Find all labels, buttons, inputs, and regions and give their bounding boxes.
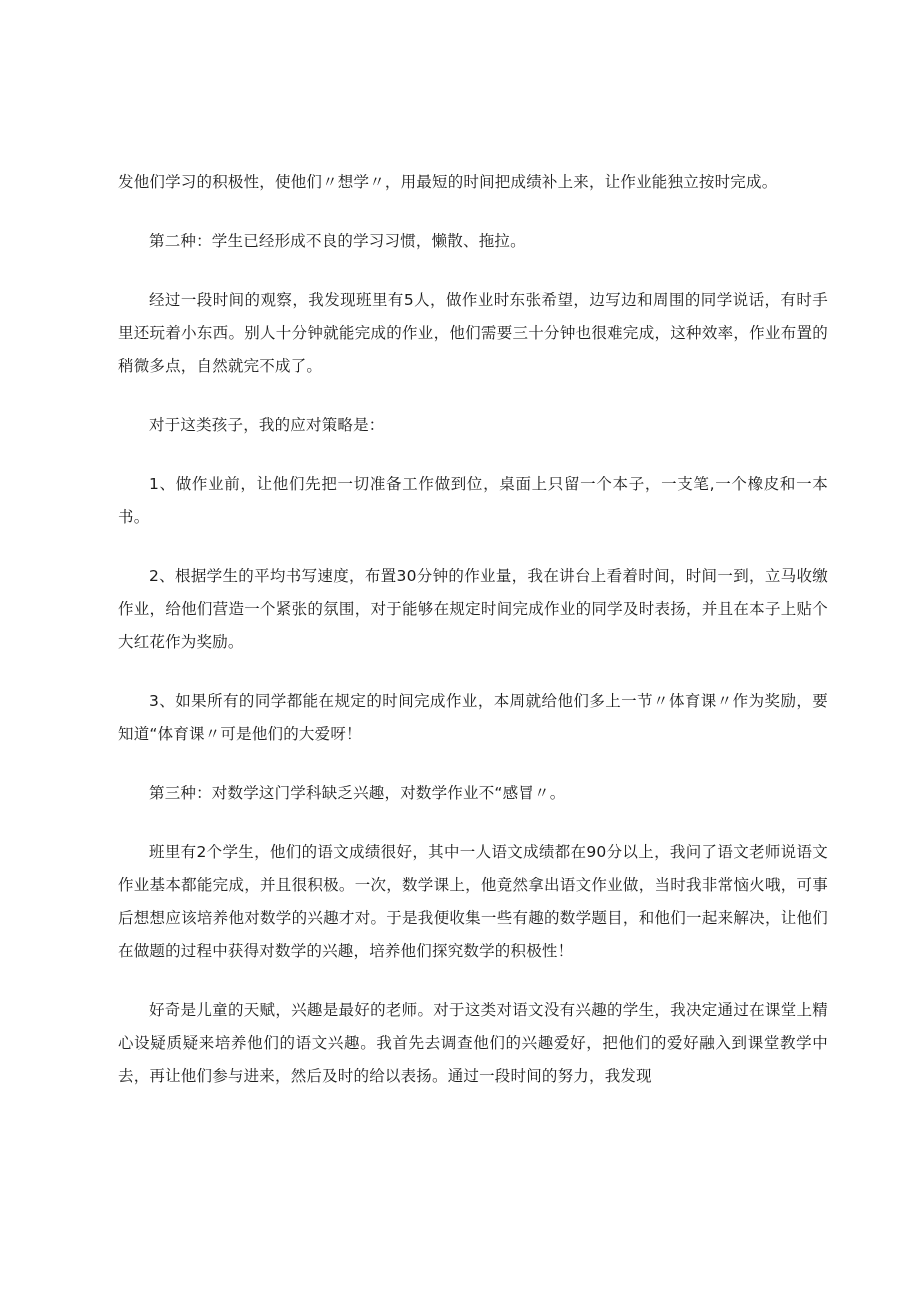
paragraph-continuation: 发他们学习的积极性，使他们〃想学〃，用最短的时间把成绩补上来，让作业能独立按时完成。 xyxy=(118,173,778,191)
paragraph-math-interest: 班里有2个学生，他们的语文成绩很好，其中一人语文成绩都在90分以上，我问了语文老师说语文作业基本都能完成，并且很积极。一次，数学课上，他竟然拿出语文作业做，当时我非常恼火哦，可事后想想应该培养他对数学的兴趣才对。于是我便收集一些有趣的数学题目，和他们一起来解决，让他们在做题的过程中获得对数学的兴趣，培养他们探究数学的积极性！ xyxy=(118,843,828,960)
paragraph-curiosity: 好奇是儿童的天赋，兴趣是最好的老师。对于这类对语文没有兴趣的学生，我决定通过在课堂上精心设疑质疑来培养他们的语文兴趣。我首先去调查他们的兴趣爱好，把他们的爱好融入到课堂教学中去，再让他们参与进来，然后及时的给以表扬。通过一段时间的努力，我发现 xyxy=(118,1001,828,1085)
document-body xyxy=(118,166,828,1119)
paragraph-type-two-heading: 第二种：学生已经形成不良的学习习惯，懒散、拖拉。 xyxy=(149,232,526,250)
paragraph-type-three-heading: 第三种：对数学这门学科缺乏兴趣，对数学作业不“感冒〃。 xyxy=(149,784,566,802)
paragraph-strategy-3: 3、如果所有的同学都能在规定的时间完成作业，本周就给他们多上一节〃体育课〃作为奖励，要知道“体育课〃可是他们的大爱呀！ xyxy=(118,692,828,743)
paragraph-observation: 经过一段时间的观察，我发现班里有5人，做作业时东张希望，边写边和周围的同学说话，有时手里还玩着小东西。别人十分钟就能完成的作业，他们需要三十分钟也很难完成，这种效率，作业布置的稍微多点，自然就完不成了。 xyxy=(118,291,828,375)
paragraph-strategy-1: 1、做作业前，让他们先把一切准备工作做到位，桌面上只留一个本子，一支笔,一个橡皮和一本书。 xyxy=(118,475,828,526)
paragraph-strategy-intro: 对于这类孩子，我的应对策略是： xyxy=(149,416,385,434)
paragraph-strategy-2: 2、根据学生的平均书写速度，布置30分钟的作业量，我在讲台上看着时间，时间一到，立马收缴作业，给他们营造一个紧张的氛围，对于能够在规定时间完成作业的同学及时表扬，并且在本子上贴个大红花作为奖励。 xyxy=(118,567,828,651)
